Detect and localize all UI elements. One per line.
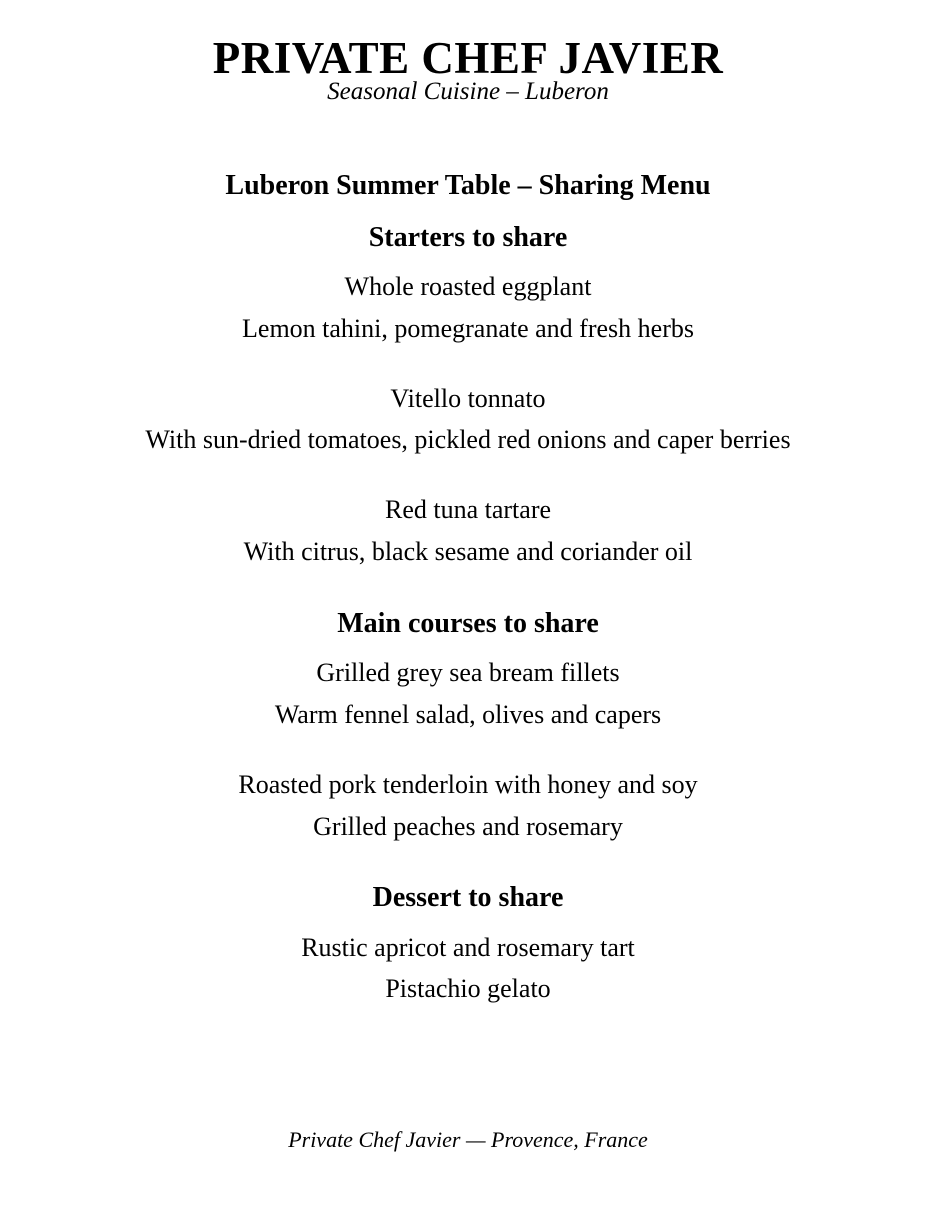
dish-name: Grilled grey sea bream fillets xyxy=(316,658,620,687)
dish-description: Pistachio gelato xyxy=(385,974,551,1003)
tagline: Seasonal Cuisine – Luberon xyxy=(327,78,609,105)
section-heading-main-courses: Main courses to share xyxy=(337,608,599,639)
dish-name: Red tuna tartare xyxy=(384,495,552,524)
dish-description: With sun-dried tomatoes, pickled red onions and caper berries xyxy=(145,425,791,454)
chef-name-title: PRIVATE CHEF JAVIER xyxy=(212,33,724,83)
menu-title: Luberon Summer Table – Sharing Menu xyxy=(225,170,711,201)
section-heading-starters: Starters to share xyxy=(368,222,568,253)
dish-description: Warm fennel salad, olives and capers xyxy=(274,700,662,729)
dish-description: With citrus, black sesame and coriander oil xyxy=(243,537,693,566)
dish-description: Lemon tahini, pomegranate and fresh herbs xyxy=(242,314,694,343)
dish-name: Vitello tonnato xyxy=(390,384,546,413)
dish-name: Rustic apricot and rosemary tart xyxy=(301,933,635,962)
section-heading-dessert: Dessert to share xyxy=(372,882,564,913)
dish-name: Roasted pork tenderloin with honey and soy xyxy=(238,770,698,799)
dish-name: Whole roasted eggplant xyxy=(344,272,592,301)
footer-signature: Private Chef Javier — Provence, France xyxy=(288,1127,648,1152)
dish-description: Grilled peaches and rosemary xyxy=(313,812,623,841)
